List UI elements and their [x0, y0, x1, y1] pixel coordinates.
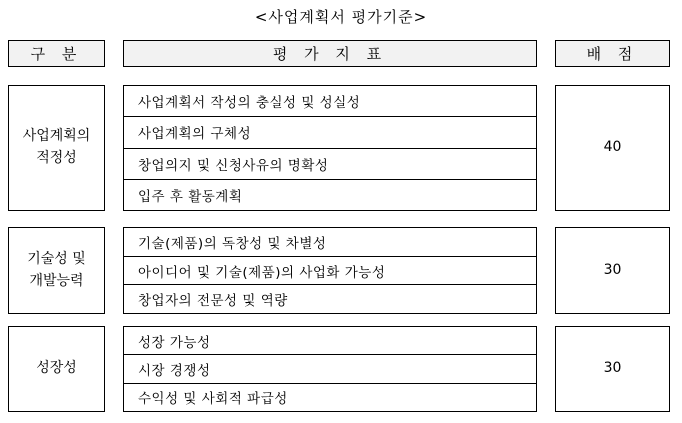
- header-indicator: 평 가 지 표: [123, 40, 537, 67]
- indicator-item: 사업계획의 구체성: [124, 117, 536, 148]
- indicator-group-growth: [123, 326, 537, 412]
- indicator-item: 창업의지 및 신청사유의 명확성: [124, 149, 536, 180]
- indicator-item: 창업자의 전문성 및 역량: [138, 293, 288, 310]
- indicator-group-feasibility: [123, 85, 537, 211]
- page-title: <사업계획서 평가기준>: [254, 8, 428, 26]
- header-score: 배 점: [555, 40, 670, 67]
- indicator-item: 기술(제품)의 독창성 및 차별성: [124, 228, 536, 257]
- category-cell-feasibility: 사업계획의 적정성: [8, 85, 105, 211]
- indicator-item: 성장 가능성: [124, 327, 536, 355]
- score-cell-technology: 30: [555, 227, 670, 314]
- category-cell-technology: 기술성 및 개발능력: [8, 227, 105, 314]
- indicator-group-technology: [123, 227, 537, 314]
- indicator-item: 사업계획서 작성의 충실성 및 성실성: [124, 86, 536, 117]
- indicator-item: 수익성 및 사회적 파급성: [138, 391, 288, 408]
- score-cell-growth: 30: [555, 326, 670, 412]
- category-cell-growth: 성장성: [8, 326, 105, 412]
- indicator-item: 시장 경쟁성: [124, 355, 536, 383]
- indicator-item: 입주 후 활동계획: [138, 188, 243, 205]
- header-category: 구 분: [8, 40, 105, 67]
- score-cell-feasibility: 40: [555, 85, 670, 211]
- indicator-item: 아이디어 및 기술(제품)의 사업화 가능성: [124, 257, 536, 286]
